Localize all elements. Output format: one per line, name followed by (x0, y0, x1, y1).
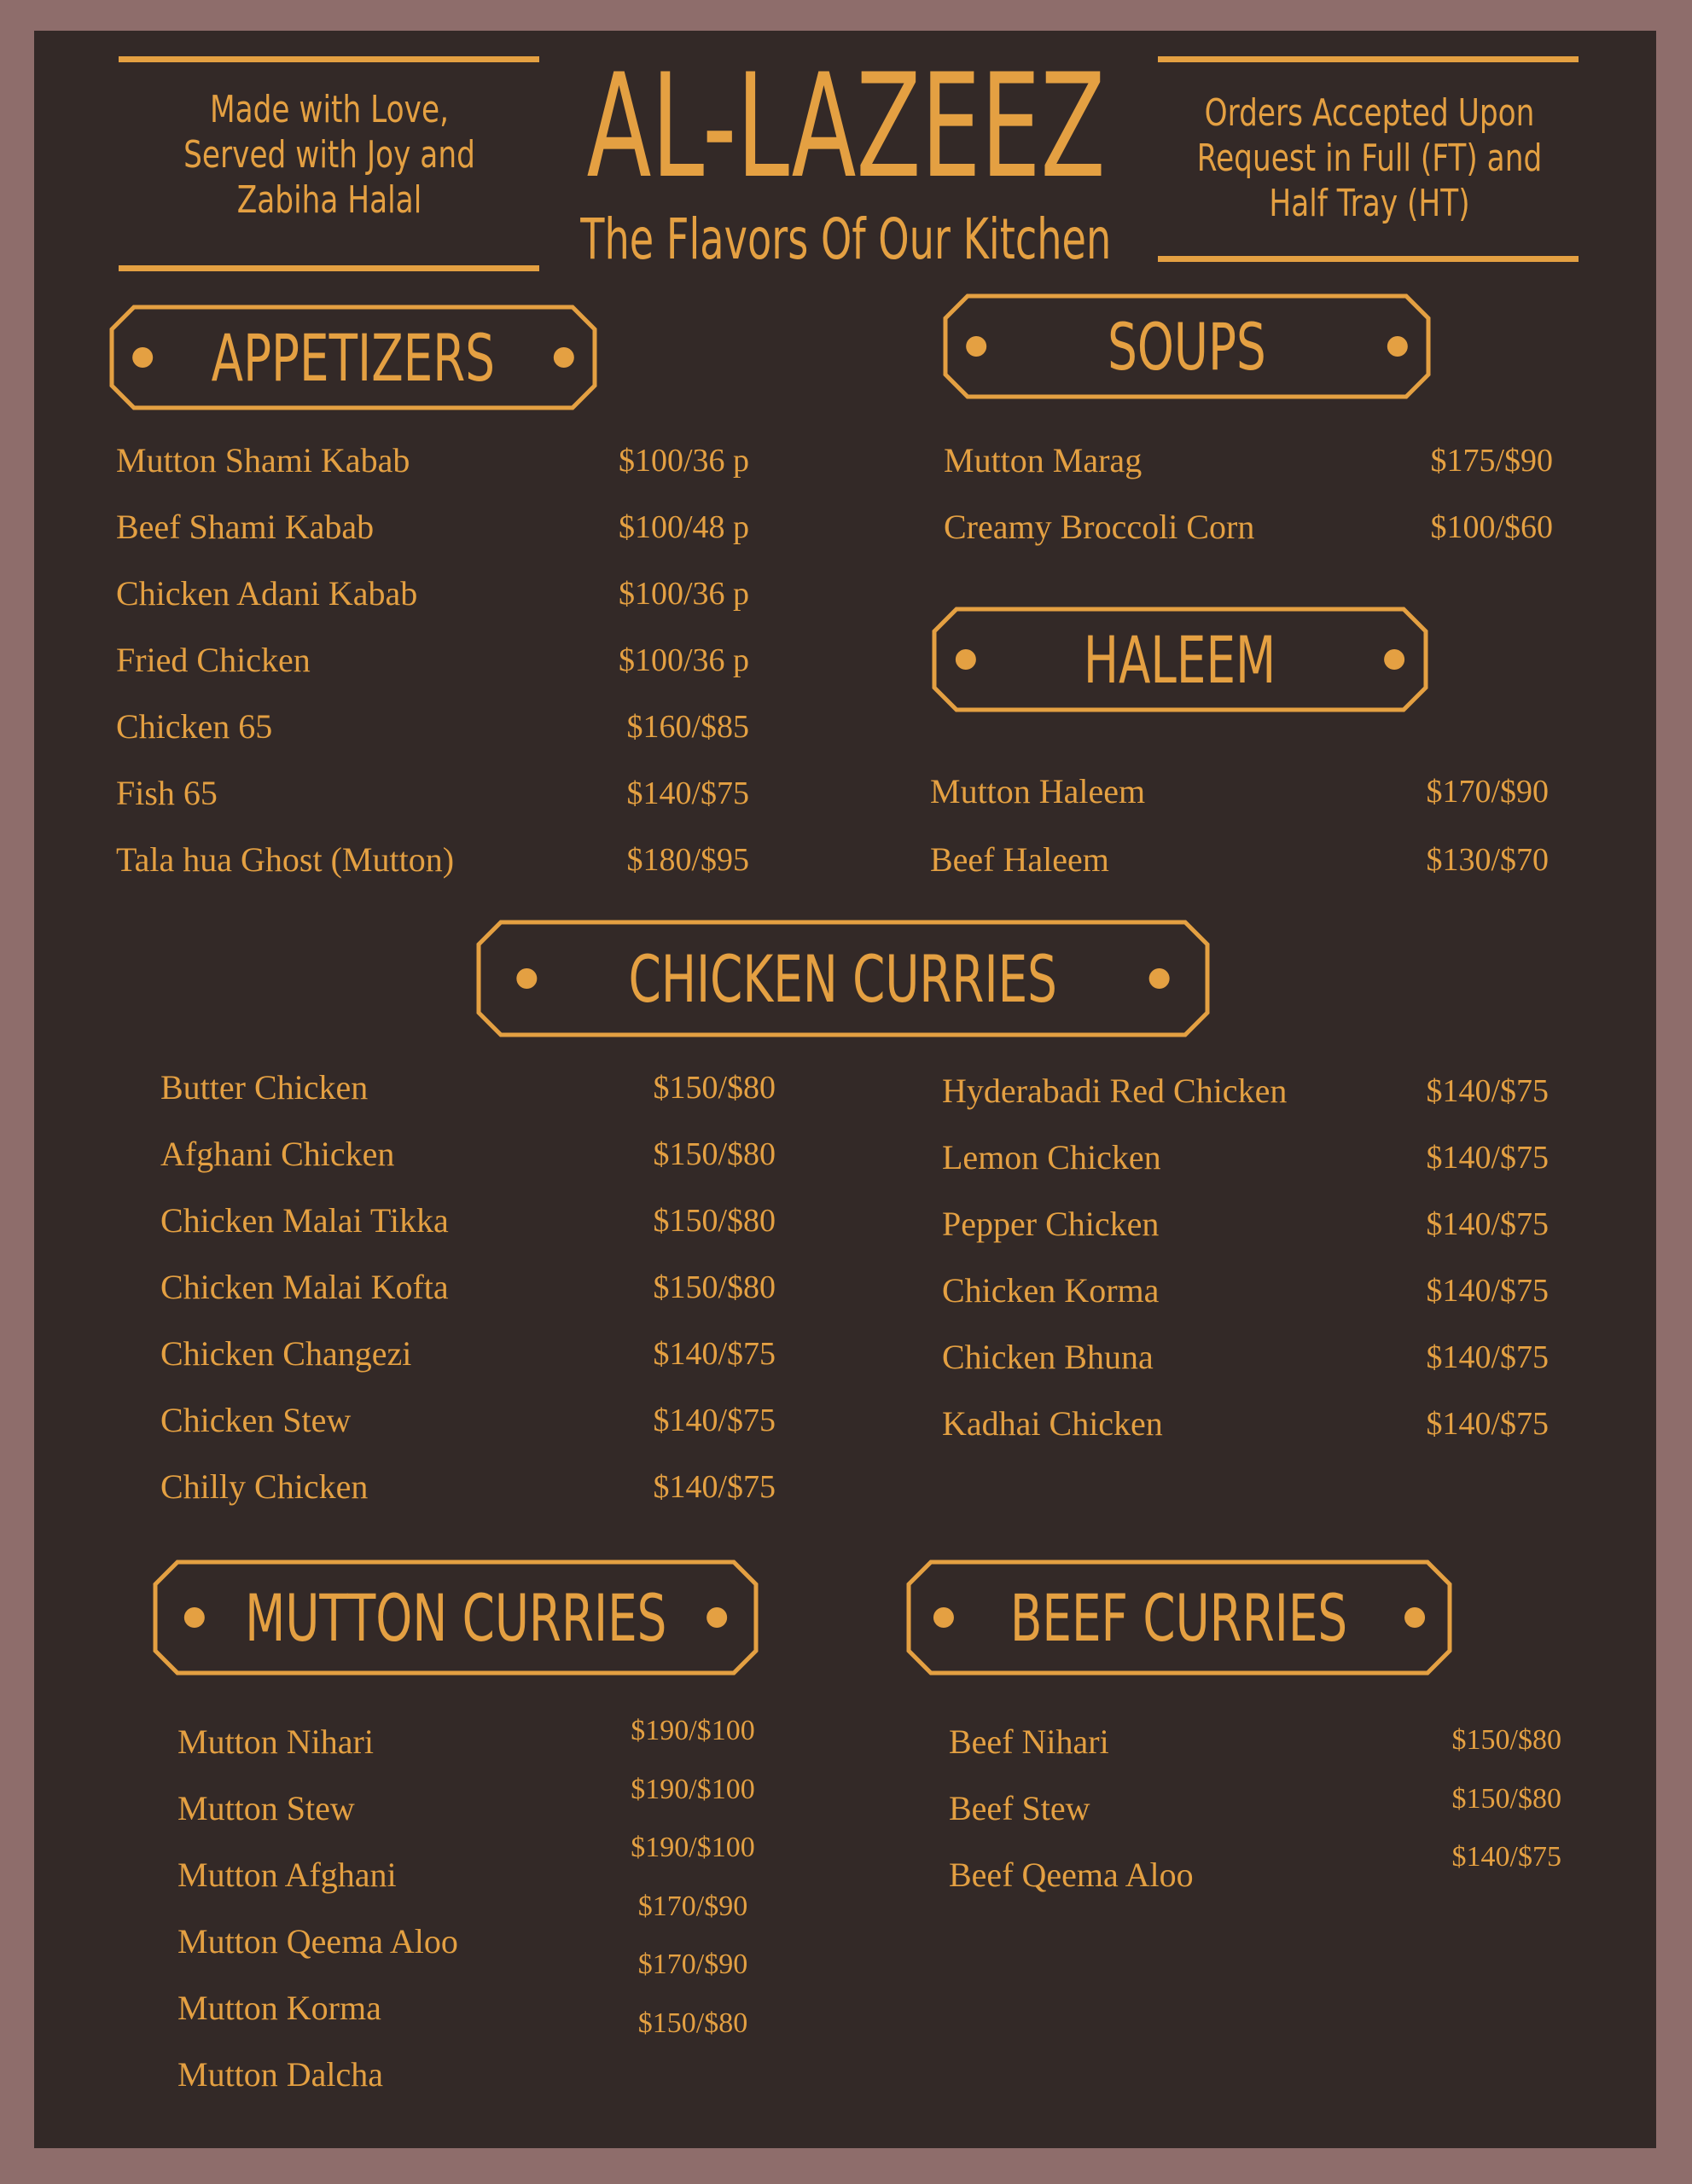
menu-item-name: Chicken Bhuna (942, 1338, 1154, 1376)
menu-item-price: $190/$100 (631, 1832, 755, 1864)
menu-item-name: Chilly Chicken (160, 1467, 369, 1506)
menu-item-name: Mutton Nihari (177, 1722, 374, 1761)
menu-item-name: Creamy Broccoli Corn (944, 508, 1255, 546)
mutton-curries-header-label: MUTTON CURRIES (244, 1579, 667, 1656)
menu-item-price: $140/$75 (1451, 1841, 1561, 1873)
chicken-curries-header-label: CHICKEN CURRIES (628, 940, 1058, 1017)
beef-curries-header (905, 1559, 1453, 1676)
menu-item-name: Mutton Stew (177, 1789, 355, 1827)
appetizers-header-label: APPETIZERS (211, 319, 496, 396)
chicken-curries-header (475, 919, 1211, 1038)
mutton-curries-header (152, 1559, 759, 1676)
menu-item-price: $180/$95 (626, 842, 749, 878)
haleem-header (931, 606, 1429, 713)
menu-item-name: Mutton Qeema Aloo (177, 1922, 458, 1960)
menu-item-price: $170/$90 (637, 1890, 748, 1922)
menu-item-name: Pepper Chicken (942, 1205, 1160, 1243)
menu-item-price: $150/$80 (637, 2007, 748, 2039)
right-tagline-line: Half Tray (HT) (1269, 182, 1470, 225)
menu-item-name: Tala hua Ghost (Mutton) (116, 840, 455, 879)
menu-item-price: $130/$70 (1426, 842, 1549, 878)
menu-item-name: Butter Chicken (160, 1068, 369, 1107)
menu-item-name: Beef Stew (949, 1789, 1090, 1827)
menu-item-price: $140/$75 (1426, 1273, 1549, 1309)
menu-item-name: Chicken Changezi (160, 1334, 412, 1373)
menu-item-name: Lemon Chicken (942, 1138, 1161, 1176)
menu-item-price: $140/$75 (1426, 1073, 1549, 1109)
left-tagline-line: Zabiha Halal (236, 178, 422, 222)
menu-item-price: $100/36 p (618, 576, 749, 612)
menu-item-name: Beef Nihari (949, 1722, 1109, 1761)
menu-item-price: $150/$80 (1451, 1724, 1561, 1756)
menu-item-name: Fried Chicken (116, 641, 311, 679)
menu-item-price: $100/36 p (618, 642, 749, 678)
menu-item-price: $190/$100 (631, 1773, 755, 1805)
brand-title-text: AL-LAZEEZ (586, 43, 1106, 210)
menu-item-price: $150/$80 (1451, 1782, 1561, 1815)
right-tagline-line: Orders Accepted Upon (1204, 91, 1535, 135)
menu-item-name: Mutton Korma (177, 1989, 381, 2027)
haleem-header-label: HALEEM (1084, 621, 1276, 698)
menu-item-name: Beef Haleem (930, 840, 1109, 879)
menu-item-name: Chicken Malai Kofta (160, 1268, 449, 1306)
beef-curries-header-label: BEEF CURRIES (1010, 1579, 1348, 1656)
brand-subtitle (0, 206, 1692, 272)
menu-item-name: Hyderabadi Red Chicken (942, 1072, 1288, 1110)
menu-item-price: $150/$80 (653, 1269, 776, 1305)
brand-subtitle-text: The Flavors Of Our Kitchen (580, 206, 1112, 272)
menu-item-name: Mutton Dalcha (177, 2055, 384, 2094)
menu-item-name: Mutton Haleem (930, 772, 1146, 810)
menu-item-price: $150/$80 (653, 1136, 776, 1172)
menu-item-name: Beef Shami Kabab (116, 508, 375, 546)
menu-item-price: $140/$75 (626, 775, 749, 811)
menu-item-name: Afghani Chicken (160, 1135, 395, 1173)
menu-item-price: $100/48 p (618, 509, 749, 545)
menu-item-price: $140/$75 (653, 1403, 776, 1438)
menu-item-name: Kadhai Chicken (942, 1404, 1163, 1443)
menu-item-price: $100/$60 (1430, 509, 1553, 545)
soups-header-label: SOUPS (1108, 308, 1266, 385)
menu-item-name: Chicken 65 (116, 707, 273, 746)
menu-item-price: $140/$75 (1426, 1406, 1549, 1442)
menu-item-name: Chicken Stew (160, 1401, 352, 1439)
menu-item-name: Mutton Marag (944, 441, 1143, 479)
menu-item-name: Chicken Malai Tikka (160, 1201, 449, 1240)
menu-item-price: $140/$75 (1426, 1140, 1549, 1176)
menu-item-name: Chicken Adani Kabab (116, 574, 418, 613)
menu-item-name: Chicken Korma (942, 1271, 1160, 1310)
menu-item-price: $100/36 p (618, 443, 749, 479)
menu-item-name: Mutton Afghani (177, 1856, 397, 1894)
menu-item-price: $140/$75 (1426, 1339, 1549, 1375)
left-tagline-line: Served with Joy and (183, 133, 475, 177)
left-tagline-line: Made with Love, (209, 88, 450, 131)
menu-item-name: Mutton Shami Kabab (116, 441, 410, 479)
menu-item-price: $175/$90 (1430, 443, 1553, 479)
menu-item-name: Fish 65 (116, 774, 218, 812)
menu-item-price: $140/$75 (653, 1469, 776, 1505)
menu-item-price: $150/$80 (653, 1070, 776, 1106)
menu-item-price: $150/$80 (653, 1203, 776, 1239)
menu-item-price: $190/$100 (631, 1715, 755, 1746)
menu-item-price: $140/$75 (1426, 1206, 1549, 1242)
menu-item-price: $140/$75 (653, 1336, 776, 1372)
menu-item-price: $170/$90 (637, 1949, 748, 1981)
soups-header (942, 293, 1432, 400)
appetizers-header (108, 304, 598, 411)
menu-item-name: Beef Qeema Aloo (949, 1856, 1194, 1894)
right-tagline-line: Request in Full (FT) and (1196, 136, 1543, 180)
menu-item-price: $160/$85 (626, 709, 749, 745)
menu-item-price: $170/$90 (1426, 774, 1549, 810)
